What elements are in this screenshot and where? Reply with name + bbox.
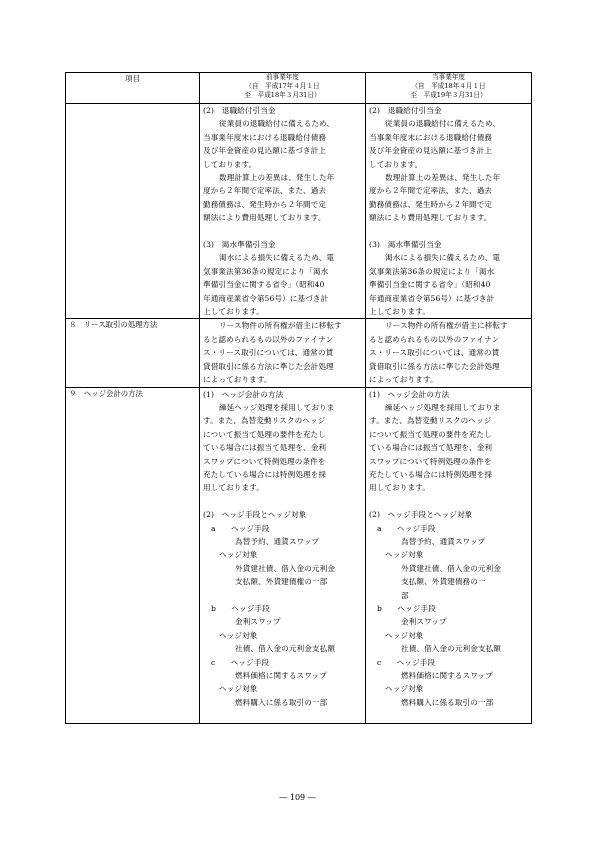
text-line: 燃料購入に係る取引の一部 — [235, 697, 328, 707]
text-line: 当事業年度末における退職給付債務 — [369, 132, 493, 142]
text-line: ヘッジ対象 — [219, 684, 258, 694]
text-line: (1) ヘッジ会計の方法 — [369, 389, 450, 399]
text-line: 渇水による損失に備えるため、電 — [219, 253, 335, 263]
row-label: ８ リース取引の処理方法 — [66, 319, 200, 387]
header-row — [66, 73, 532, 104]
text-line: ている場合には振当て処理を、金利 — [369, 443, 493, 453]
text-line: 部 — [401, 590, 409, 600]
row-label: ９ ヘッジ会計の方法 — [66, 387, 200, 723]
page-number: ― 109 ― — [279, 793, 316, 802]
text-line: c ヘッジ手段 — [377, 657, 436, 667]
text-line: 金利スワップ — [235, 617, 281, 627]
text-line: 当事業年度末における退職給付債務 — [203, 132, 327, 142]
text-line: 繰延ヘッジ処理を採用しておりま — [385, 402, 501, 412]
text-line: a ヘッジ手段 — [211, 523, 270, 533]
text-line: ヘッジ対象 — [219, 630, 258, 640]
text-line: しております。 — [203, 159, 257, 169]
text-line: について振当て処理の要件を充たし — [369, 429, 492, 439]
text-line: 勤務債務は、発生時から２年間で定 — [203, 199, 327, 209]
table-row — [66, 319, 532, 387]
text-line: ス・リース取引については、通常の賃 — [369, 348, 500, 358]
blank-line — [369, 225, 528, 238]
text-line: 準備引当金に関する省令」（昭和40 — [369, 280, 491, 290]
text-line: (2) ヘッジ手段とヘッジ対象 — [369, 510, 473, 520]
text-line: 外貨建社債、借入金の元利金 — [401, 563, 502, 573]
text-line: 燃料購入に係る取引の一部 — [401, 697, 494, 707]
text-line: 社債、借入金の元利金支払額 — [235, 644, 336, 654]
text-line: ヘッジ対象 — [385, 550, 424, 560]
text-line: (3) 渇水準備引当金 — [203, 240, 276, 250]
blank-line — [203, 709, 362, 722]
text-line: 上しております。 — [203, 307, 264, 317]
text-line: ヘッジ対象 — [385, 630, 424, 640]
text-line: 支払額、外貨建債務の一 — [401, 577, 486, 587]
text-line: 度から２年間で定率法、また、過去 — [203, 186, 327, 196]
header-prev-to: 至 平成18年３月31日） — [244, 91, 321, 99]
text-line: 及び年金資産の見込額に基づき計上 — [369, 146, 493, 156]
text-line: 従業員の退職給付に備えるため、 — [219, 119, 335, 129]
text-line: によっております。 — [369, 375, 438, 385]
text-line: 為替予約、通貨スワップ — [235, 536, 320, 546]
text-line: (2) ヘッジ手段とヘッジ対象 — [203, 510, 307, 520]
text-line: ている場合には振当て処理を、金利 — [203, 443, 327, 453]
curr-period-cell — [366, 104, 532, 319]
text-line: リース物件の所有権が借主に移転す — [385, 321, 508, 331]
header-curr-from: （自 平成18年４月１日 — [411, 82, 486, 90]
text-line: 充たしている場合には特例処理を採 — [369, 469, 493, 479]
text-line: 用しております。 — [203, 483, 264, 493]
text-line: によっております。 — [203, 375, 272, 385]
text-line: 上しております。 — [369, 307, 430, 317]
header-curr-period — [366, 73, 532, 104]
text-line: リース物件の所有権が借主に移転す — [219, 321, 342, 331]
text-line: 及び年金資産の見込額に基づき計上 — [203, 146, 327, 156]
text-line: 数理計算上の差異は、発生した年 — [385, 173, 501, 183]
prev-period-cell — [200, 387, 366, 723]
text-line: 額法により費用処理しております。 — [369, 213, 492, 223]
text-line: 年通商産業省令第56号）に基づき計 — [369, 293, 495, 303]
text-line: (3) 渇水準備引当金 — [369, 240, 442, 250]
text-line: 外貨建社債、借入金の元利金 — [235, 563, 336, 573]
row-label — [66, 104, 200, 319]
text-line: c ヘッジ手段 — [211, 657, 270, 667]
text-line: 従業員の退職給付に備えるため、 — [385, 119, 501, 129]
text-line: 準備引当金に関する省令」（昭和40 — [203, 280, 325, 290]
curr-period-cell — [366, 387, 532, 723]
text-line: b ヘッジ手段 — [211, 603, 270, 613]
text-line: (2) 退職給付引当金 — [203, 106, 276, 115]
text-line: 度から２年間で定率法、また、過去 — [369, 186, 493, 196]
text-line: b ヘッジ手段 — [377, 604, 436, 613]
prev-period-cell — [200, 104, 366, 319]
table-row — [66, 387, 532, 723]
text-line: ヘッジ対象 — [219, 550, 258, 560]
text-line: (1) ヘッジ会計の方法 — [203, 389, 284, 399]
text-line: スワップについて特例処理の条件を — [203, 456, 326, 466]
text-line: す。また、為替変動リスクのヘッジ — [369, 416, 492, 426]
text-line: ヘッジ対象 — [385, 684, 424, 694]
text-line: しております。 — [369, 159, 423, 169]
text-line: ると認められるもの以外のファイナン — [203, 334, 334, 344]
text-line: 燃料価格に関するスワップ — [235, 671, 327, 681]
text-line: スワップについて特例処理の条件を — [369, 456, 492, 466]
text-line: 支払額、外貨建債権の一部 — [235, 577, 328, 587]
blank-line — [203, 225, 362, 238]
text-line: ると認められるもの以外のファイナン — [369, 334, 500, 344]
header-prev-from: （自 平成17年４月１日 — [245, 82, 320, 90]
text-line: 渇水による損失に備えるため、電 — [385, 253, 501, 263]
header-prev-period — [200, 73, 366, 104]
text-line: について振当て処理の要件を充たし — [203, 429, 326, 439]
text-line: 為替予約、通貨スワップ — [401, 536, 486, 546]
text-line: 貸借取引に係る方法に準じた会計処理 — [203, 361, 334, 371]
blank-line — [203, 589, 362, 602]
text-line: a ヘッジ手段 — [377, 523, 436, 533]
header-curr-to: 至 平成19年３月31日） — [410, 91, 487, 99]
header-curr-title: 当事業年度 — [432, 73, 465, 81]
blank-line — [369, 709, 528, 722]
text-line: 燃料価格に関するスワップ — [401, 671, 493, 681]
text-line: 気事業法第36条の規定により「渇水 — [203, 266, 329, 276]
header-item: 項目 — [66, 73, 200, 104]
text-line: 額法により費用処理しております。 — [203, 213, 326, 223]
text-line: 繰延ヘッジ処理を採用しておりま — [219, 402, 335, 412]
text-line: 貸借取引に係る方法に準じた会計処理 — [369, 361, 500, 371]
prev-period-cell — [200, 319, 366, 387]
text-line: 勤務債務は、発生時から２年間で定 — [369, 199, 493, 209]
blank-line — [203, 495, 362, 508]
text-line: 気事業法第36条の規定により「渇水 — [369, 266, 495, 276]
curr-period-cell — [366, 319, 532, 387]
text-line: 充たしている場合には特例処理を採 — [203, 469, 327, 479]
text-line: (2) 退職給付引当金 — [369, 106, 442, 115]
text-line: 金利スワップ — [401, 617, 447, 627]
text-line: す。また、為替変動リスクのヘッジ — [203, 416, 326, 426]
text-line: 数理計算上の差異は、発生した年 — [219, 173, 335, 183]
blank-line — [369, 495, 528, 508]
text-line: 年通商産業省令第56号）に基づき計 — [203, 293, 329, 303]
header-prev-title: 前事業年度 — [266, 73, 299, 81]
accounting-policy-table — [65, 72, 532, 724]
text-line: 社債、借入金の元利金支払額 — [401, 644, 502, 654]
table-row — [66, 104, 532, 319]
text-line: ス・リース取引については、通常の賃 — [203, 348, 334, 358]
text-line: 用しております。 — [369, 483, 430, 493]
